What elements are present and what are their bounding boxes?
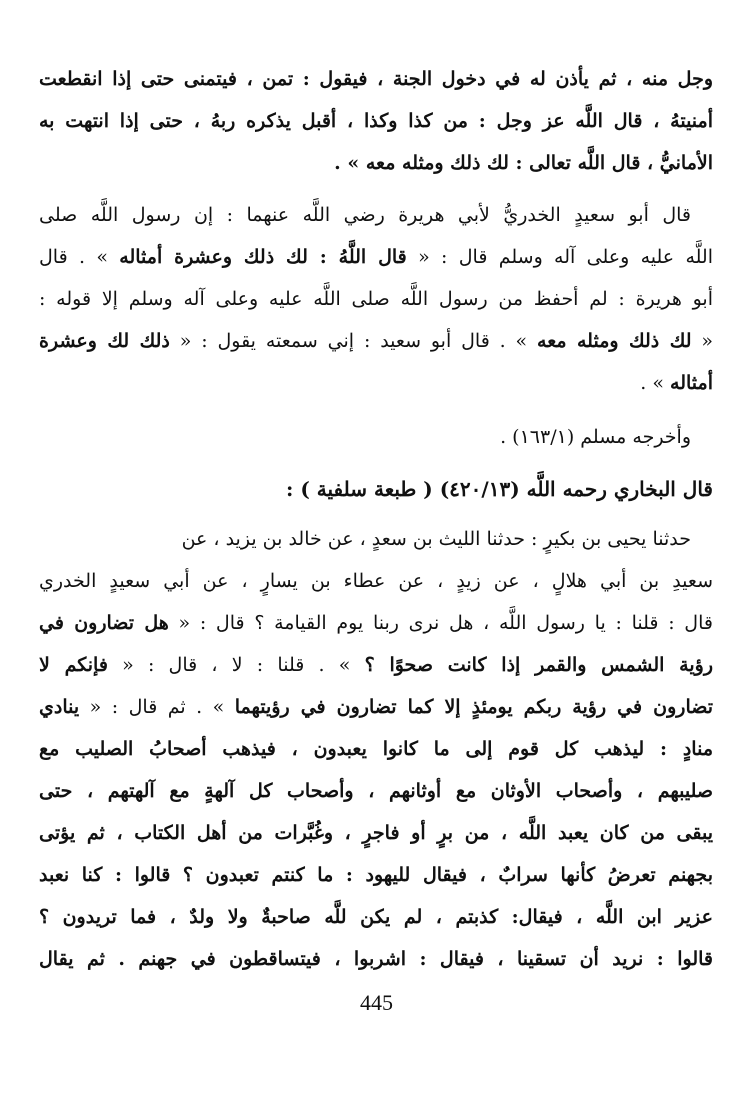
text-line: بجهنم تعرضُ كأنها سرابٌ ، فيقال لليهود : ما كنتم تعبدون ؟ قالوا : كنا نعبد <box>39 864 713 886</box>
text-span: » . <box>640 372 671 394</box>
text-span: » . قال <box>39 246 120 268</box>
text-line: الأمانيُّ ، قال اللَّه تعالى : لك ذلك ومثله معه » . <box>334 152 713 174</box>
quote-bold: أمثاله <box>670 372 713 394</box>
text-span: » . قال أبو سعيد : إني سمعته يقول : « <box>169 330 538 352</box>
page-number: 445 <box>360 990 393 1015</box>
section-heading: قال البخاري رحمه اللَّه (٤٢٠/١٣) ( طبعة سلفية ) : <box>286 477 713 501</box>
text-line: قالوا : نريد أن تسقينا ، فيقال : اشربوا ، فيتساقطون في جهنم . ثم يقال <box>39 948 713 970</box>
text-line: عزير ابن اللَّه ، فيقال: كذبتم ، لم يكن للَّه صاحبةٌ ولا ولدٌ ، فما تريدون ؟ <box>39 906 713 928</box>
reference-line: وأخرجه مسلم (١٦٣/١) . <box>500 426 691 448</box>
text-line: يبقى من كان يعبد اللَّه ، من برٍ أو فاجرٍ ، وغُبَّرات من أهل الكتاب ، ثم يؤتى <box>39 822 713 844</box>
quote-bold: رؤية الشمس والقمر إذا كانت صحوًا ؟ <box>364 654 713 676</box>
quote-bold: قال اللَّهُ : لك ذلك وعشرة أمثاله <box>119 246 407 268</box>
paragraph-bukhari-hadith <box>39 518 713 980</box>
text-line: قال أبو سعيدٍ الخدريُّ لأبي هريرة رضي اللَّه عنهما : إن رسول اللَّه صلى <box>39 204 691 226</box>
text-line: حدثنا يحيى بن بكيرٍ : حدثنا الليث بن سعدٍ ، عن خالد بن يزيد ، عن <box>181 528 691 550</box>
paragraph-hadith-continuation <box>39 58 713 184</box>
text-line <box>39 236 713 278</box>
quote-bold: هل تضارون في <box>39 612 169 634</box>
text-line <box>39 320 713 362</box>
text-line <box>39 602 713 644</box>
quote-bold: ينادي <box>39 696 80 718</box>
quote-bold: لك ذلك ومثله معه <box>537 330 692 352</box>
quote-bold: فإنكم لا <box>39 654 108 676</box>
paragraph-abu-saeed <box>39 194 713 404</box>
text-line: أمنيتهُ ، قال اللَّه عز وجل : من كذا وكذا ، أقبل يذكره ربهُ ، حتى إذا انتهت به <box>39 110 713 132</box>
text-span: اللَّه عليه وعلى آله وسلم قال : « <box>406 246 713 268</box>
text-line: صليبهم ، وأصحاب الأوثان مع أوثانهم ، وأصحاب كل آلهةٍ مع آلهتهم ، حتى <box>39 780 713 802</box>
text-line: سعيدِ بن أبي هلالٍ ، عن زيدٍ ، عن عطاء بن يسارٍ ، عن أبي سعيدٍ الخدري <box>39 570 713 592</box>
quote-bold: ذلك لك وعشرة <box>39 330 170 352</box>
quote-bold: تضارون في رؤية ربكم يومئذٍ إلا كما تضارون في رؤيتهما <box>234 696 713 718</box>
text-line: وجل منه ، ثم يأذن له في دخول الجنة ، فيقول : تمن ، فيتمنى حتى إذا انقطعت <box>39 68 713 90</box>
text-line: أبو هريرة : لم أحفظ من رسول اللَّه صلى اللَّه عليه وعلى آله وسلم إلا قوله : <box>39 288 713 310</box>
text-span: « <box>691 330 713 352</box>
text-line <box>39 686 713 728</box>
text-line: منادٍ : ليذهب كل قوم إلى ما كانوا يعبدون ، فيذهب أصحابُ الصليب مع <box>39 738 713 760</box>
text-span: » . قلنا : لا ، قال : « <box>107 654 365 676</box>
text-line <box>39 362 713 404</box>
text-span: قال : قلنا : يا رسول اللَّه ، هل نرى ربنا يوم القيامة ؟ قال : « <box>168 612 713 634</box>
text-line <box>39 644 713 686</box>
text-span: » . ثم قال : « <box>79 696 235 718</box>
